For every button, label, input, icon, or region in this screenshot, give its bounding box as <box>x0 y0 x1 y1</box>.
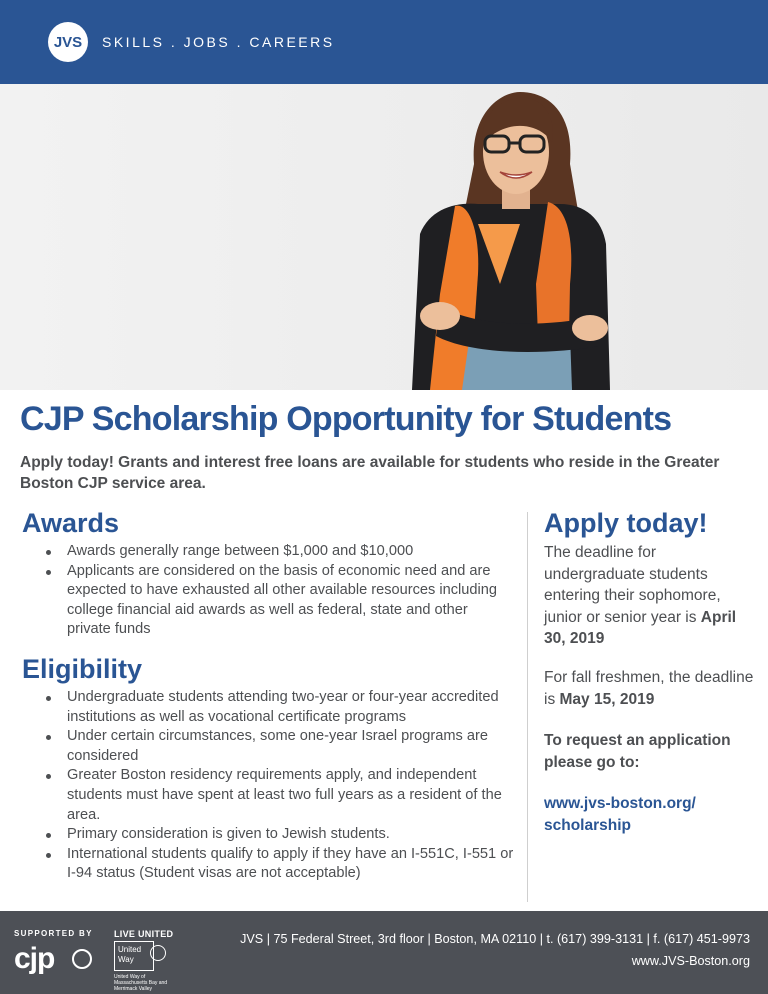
supported-by-label: SUPPORTED BY <box>14 929 93 938</box>
hero-photo <box>0 84 768 390</box>
cjp-emblem-icon <box>72 949 92 969</box>
scholarship-link-line1[interactable]: www.jvs-boston.org/ <box>544 795 696 812</box>
jvs-logo: JVS <box>48 22 88 62</box>
woman-portrait-illustration <box>0 84 768 390</box>
header-bar <box>0 0 768 84</box>
footer-address: JVS | 75 Federal Street, 3rd floor | Boston, MA 02110 | t. (617) 399-3131 | f. (617) 451-9973 <box>240 932 750 946</box>
freshmen-block <box>544 667 754 710</box>
live-united-label: LIVE UNITED <box>114 929 174 939</box>
request-text: To request an application please go to: <box>544 732 731 771</box>
freshmen-text: For fall freshmen, the deadline is <box>544 669 754 708</box>
scholarship-link-block <box>544 793 754 836</box>
deadline-block <box>544 542 754 650</box>
list-item: Applicants are considered on the basis of economic need and are expected to have exhausted all other available resources including college financial aid awards as well as federal, state and other private funds <box>20 562 500 640</box>
list-item: Undergraduate students attending two-year or four-year accredited institutions as well as vocational certificate programs <box>20 688 518 727</box>
united-way-line1: United <box>118 945 142 954</box>
deadline-text: The deadline for undergraduate students entering their sophomore, junior or senior year is <box>544 544 721 626</box>
cjp-logo: cjp <box>14 942 55 975</box>
united-way-hand-icon <box>150 945 166 961</box>
list-item: Greater Boston residency requirements apply, and independent students must have spent at least two full years as a resident of the area. <box>20 766 518 825</box>
eligibility-list <box>20 688 518 884</box>
list-item: Under certain circumstances, some one-year Israel programs are considered <box>20 727 518 766</box>
scholarship-link-line2[interactable]: scholarship <box>544 816 631 834</box>
eligibility-heading: Eligibility <box>22 654 143 684</box>
deadline-date: April 30, 2019 <box>544 608 737 647</box>
freshmen-date: May 15, 2019 <box>559 690 655 708</box>
list-item: Primary consideration is given to Jewish students. <box>20 825 518 845</box>
footer-bar <box>0 911 768 994</box>
awards-heading: Awards <box>22 508 120 538</box>
intro-text: Apply today! Grants and interest free loans are available for students who reside in the Greater Boston CJP service area. <box>20 454 720 492</box>
united-way-logo <box>114 941 154 971</box>
footer-website[interactable]: www.JVS-Boston.org <box>631 954 750 968</box>
list-item: International students qualify to apply if they have an I-551C, I-551 or I-94 status (Student visas are not acceptable) <box>20 845 518 884</box>
header-tagline: SKILLS . JOBS . CAREERS <box>102 34 335 50</box>
column-divider <box>527 512 528 902</box>
apply-heading: Apply today! <box>544 508 708 538</box>
page-title: CJP Scholarship Opportunity for Students <box>20 400 672 438</box>
list-item: Awards generally range between $1,000 and $10,000 <box>20 542 500 562</box>
awards-list <box>20 542 500 640</box>
united-way-line2: Way <box>118 955 134 964</box>
united-way-subtitle: United Way of Massachusetts Bay and Merrimack Valley <box>114 974 168 992</box>
